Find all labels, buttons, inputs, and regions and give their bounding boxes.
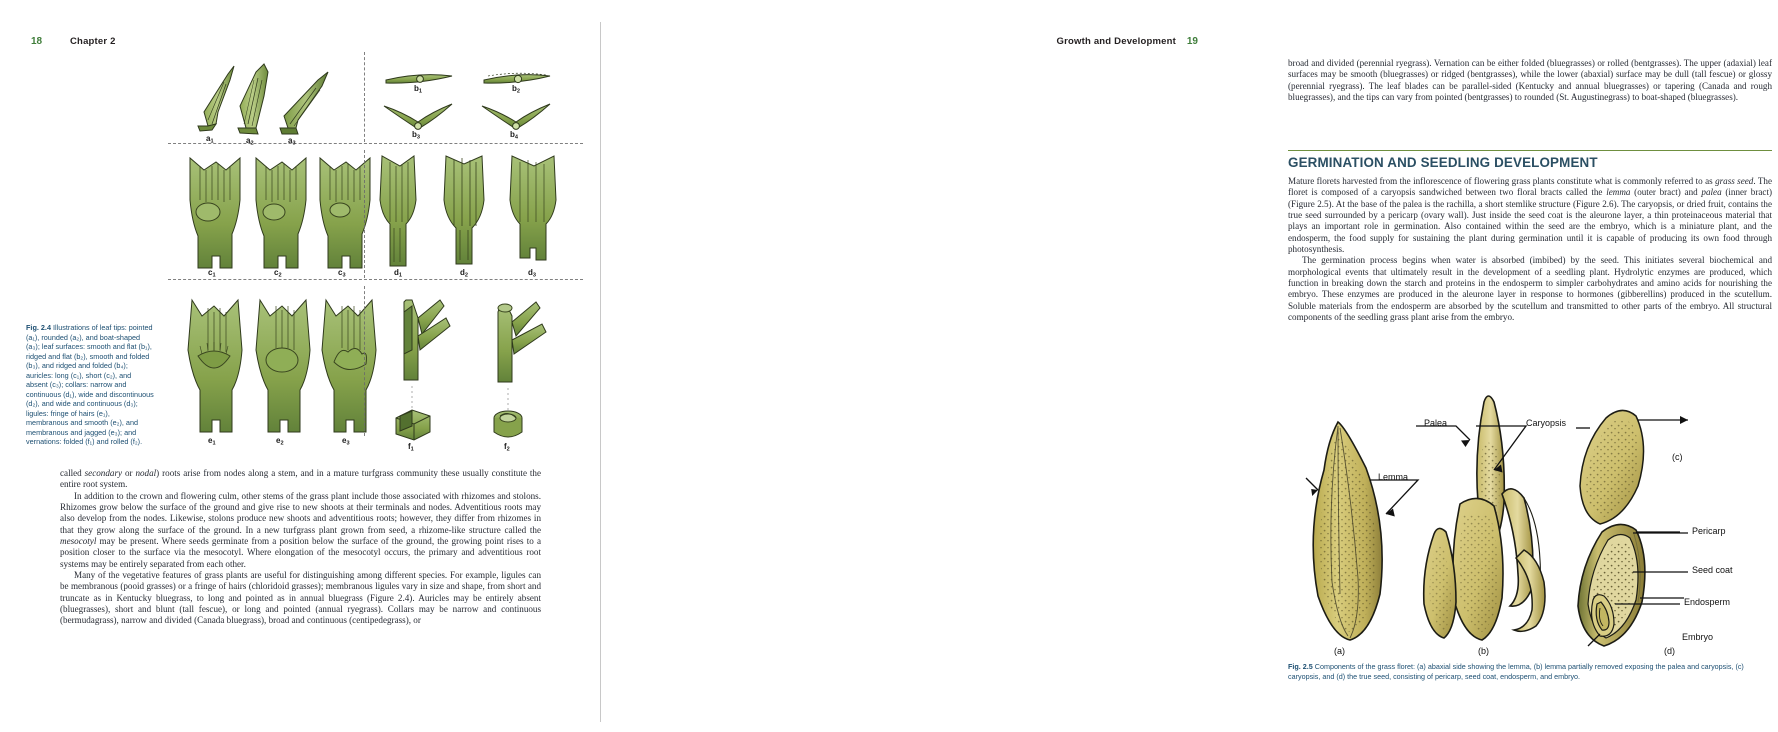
figure-label-e1: $e_1$ xyxy=(208,436,216,447)
figure-2-4-caption-text: Illustrations of leaf tips: pointed (a₁), rounded (a₂), and boat-shaped (a₃); leaf surfaces: smooth and flat (b₁), ridged and flat (b₂), smooth and folded (b₃), and ridged and folded (b₄); auricles: long (c₁), short (c₂), and absent (c₃); collars: narrow and continuous (d₁), wide and discontinuous (d₂), and wide and continuous (d₃); ligules: fringe of hairs (e₁), membranous and smooth (e₂), and membranous and jagged (e₃); and vernations: folded (f₁) and rolled (f₂). xyxy=(26,323,154,446)
figure-2-4-caption xyxy=(26,323,154,447)
annotation-embryo: Embryo xyxy=(1682,632,1714,642)
annotation-caryopsis: Caryopsis xyxy=(1526,418,1567,428)
paragraph xyxy=(60,570,541,627)
italic-term: nodal xyxy=(135,468,157,478)
figure-2-5-caption-text: Components of the grass floret: (a) abaxial side showing the lemma, (b) lemma partially removed exposing the palea and caryopsis, (c) caryopsis, and (d) the true seed, consisting of pericarp, seed coat, endosperm, and embryo. xyxy=(1288,662,1744,681)
panel-label-d: (d) xyxy=(1664,646,1675,656)
figure-label-f1: $f_1$ xyxy=(408,442,414,453)
text-run: called xyxy=(60,468,85,478)
figure-label-a3: $a_3$ xyxy=(288,136,296,147)
figure-label-f2: $f_2$ xyxy=(504,442,510,453)
paragraph xyxy=(1288,176,1772,255)
panel-label-a: (a) xyxy=(1334,646,1345,656)
annotation-seed-coat: Seed coat xyxy=(1692,565,1733,575)
text-run: Many of the vegetative features of grass plants are useful for distinguishing among different species. For example, ligules can be membranous (pooid grasses) or a fringe of hairs (chloridoid grasses); membranous ligules vary in size and shape, from short and truncate as in Kentucky bluegrass, to long and pointed as in annual bluegrass (Figure 2.4). Auricles may be entirely absent (bluegrasses), short and blunt (tall fescue), or long and pointed (annual ryegrass). Collars may be narrow and continuous (bermudagrass), narrow and divided (Canada bluegrass), broad and continuous (centipedegrass), or xyxy=(60,570,541,626)
right-column-body xyxy=(1288,176,1772,323)
figure-2-4-caption-label: Fig. 2.4 xyxy=(26,323,51,332)
figure-label-c1: $c_1$ xyxy=(208,268,216,279)
panel-label-c: (c) xyxy=(1672,452,1683,462)
figure-2-5-caption-label: Fig. 2.5 xyxy=(1288,662,1313,671)
paragraph xyxy=(60,468,541,491)
right-page xyxy=(600,0,1773,732)
right-column-top-body xyxy=(1288,58,1772,103)
figure-label-e2: $e_2$ xyxy=(276,436,284,447)
figure-divider-horizontal-2 xyxy=(168,279,583,280)
figure-2-5-illustration xyxy=(1288,382,1778,654)
right-running-head: Growth and Development xyxy=(1056,36,1176,47)
annotation-lemma: Lemma xyxy=(1378,472,1409,482)
figure-label-b3: $b_3$ xyxy=(412,130,421,141)
text-run: or xyxy=(122,468,136,478)
left-page xyxy=(0,0,600,732)
section-heading: GERMINATION AND SEEDLING DEVELOPMENT xyxy=(1288,155,1598,170)
annotation-palea: Palea xyxy=(1424,418,1448,428)
figure-divider-vertical-2 xyxy=(364,150,365,278)
figure-label-d2: $d_2$ xyxy=(460,268,469,279)
figure-label-b2: $b_2$ xyxy=(512,84,521,95)
left-running-head: Chapter 2 xyxy=(70,36,116,47)
figure-label-d3: $d_3$ xyxy=(528,268,537,279)
italic-term: palea xyxy=(1701,187,1722,198)
text-run: (inner bract) (Figure 2.5). At the base of the palea is the rachilla, a short stemlike structure (Figure 2.6). The caryopsis, or dried fruit, contains the true seed surrounded by a pericarp (ovary wall). Just inside the seed coat is the aleurone layer, a thin proteinaceous material that plays an important role in germination. Also contained within the seed are the embryo, which is a miniature plant, and the endosperm, the food supply for sustaining the plant during germination until it is capable of producing its own food through photosynthesis. xyxy=(1288,187,1773,255)
figure-label-d1: $d_1$ xyxy=(394,268,403,279)
paragraph xyxy=(1288,255,1772,323)
annotation-endosperm: Endosperm xyxy=(1684,597,1731,607)
left-page-folio: 18 xyxy=(31,36,43,47)
figure-divider-horizontal-1 xyxy=(168,143,583,144)
text-run: broad and divided (perennial ryegrass). Vernation can be either folded (bluegrasses) or rolled (bentgrasses). The upper (adaxial) leaf surfaces may be smooth (bluegrasses) or ridged (bentgrasses), while the lower (abaxial) surface may be dull (tall fescue) or glossy (perennial ryegrass). The leaf blades can be parallel-sided (Kentucky and annual bluegrasses) or tapering (Canada and rough bluegrasses), and the tips can vary from pointed (bentgrasses) to rounded (St. Augustinegrass) to boat-shaped (bluegrasses). xyxy=(1288,58,1772,103)
figure-label-c3: $c_3$ xyxy=(338,268,346,279)
figure-label-e3: $e_3$ xyxy=(342,436,350,447)
figure-divider-vertical-1 xyxy=(364,52,365,142)
figure-2-5-caption xyxy=(1288,662,1772,681)
text-run: In addition to the crown and flowering culm, other stems of the grass plant include those associated with rhizomes and stolons. Rhizomes grow below the surface of the ground and give rise to new shoots at their terminals and nodes. Adventitious roots may also develop from the nodes. Likewise, stolons produce new shoots and adventitious roots; however, they differ from rhizomes in that they grow along the surface of the ground. In a new turfgrass plant grown from seed, a rhizome-like structure called the xyxy=(60,490,541,535)
left-column-body xyxy=(60,468,541,627)
annotation-pericarp: Pericarp xyxy=(1692,526,1726,536)
figure-2-4-artwork xyxy=(168,50,583,450)
figure-divider-vertical-3 xyxy=(364,286,365,436)
figure-label-a1: $a_1$ xyxy=(206,134,214,145)
text-run: The germination process begins when water is absorbed (imbibed) by the seed. This initiates several biochemical and morphological events that ultimately result in the development of a seedling plant. Hydrolytic enzymes are produced, which function in breaking down the starch and proteins in the endosperm to simpler carbohydrates and amino acids for nourishing the embryo. These enzymes are produced in the aleurone layer in response to hormones (gibberellins) produced in the scutellum. Soluble materials from the endosperm are absorbed by the scutellum and transmitted to other parts of the embryo. All structural components of the seedling grass plant arise from the embryo. xyxy=(1288,255,1772,323)
section-heading-rule xyxy=(1288,150,1772,151)
figure-label-b4: $b_4$ xyxy=(510,130,519,141)
text-run: . The floret is composed of a caryopsis sandwiched between two floral bracts called the xyxy=(1288,176,1772,198)
right-page-folio: 19 xyxy=(1186,36,1198,47)
italic-term: grass seed xyxy=(1715,176,1754,186)
italic-term: mesocotyl xyxy=(60,536,97,547)
figure-2-4-illustration xyxy=(168,50,583,453)
paragraph xyxy=(60,491,541,570)
paragraph xyxy=(1288,58,1772,103)
text-run: ) roots arise from nodes along a stem, and in a mature turfgrass community these usually constitute the entire root system. xyxy=(60,468,542,490)
panel-label-b: (b) xyxy=(1478,646,1489,656)
figure-label-c2: $c_2$ xyxy=(274,268,282,279)
text-run: may be present. Where seeds germinate from a position below the surface of the ground, the growing point rises to a position closer to the surface via the mesocotyl. Where elongation of the mesocotyl occurs, the primary and adventitious root systems may be entirely separated from each other. xyxy=(60,536,541,569)
italic-term: lemma xyxy=(1606,187,1631,198)
italic-term: secondary xyxy=(84,468,123,478)
figure-label-a2: $a_2$ xyxy=(246,136,254,147)
text-run: Mature florets harvested from the inflorescence of flowering grass plants constitute what is commonly referred to as xyxy=(1288,176,1716,186)
text-run: (outer bract) and xyxy=(1630,187,1702,198)
figure-label-b1: $b_1$ xyxy=(414,84,423,95)
